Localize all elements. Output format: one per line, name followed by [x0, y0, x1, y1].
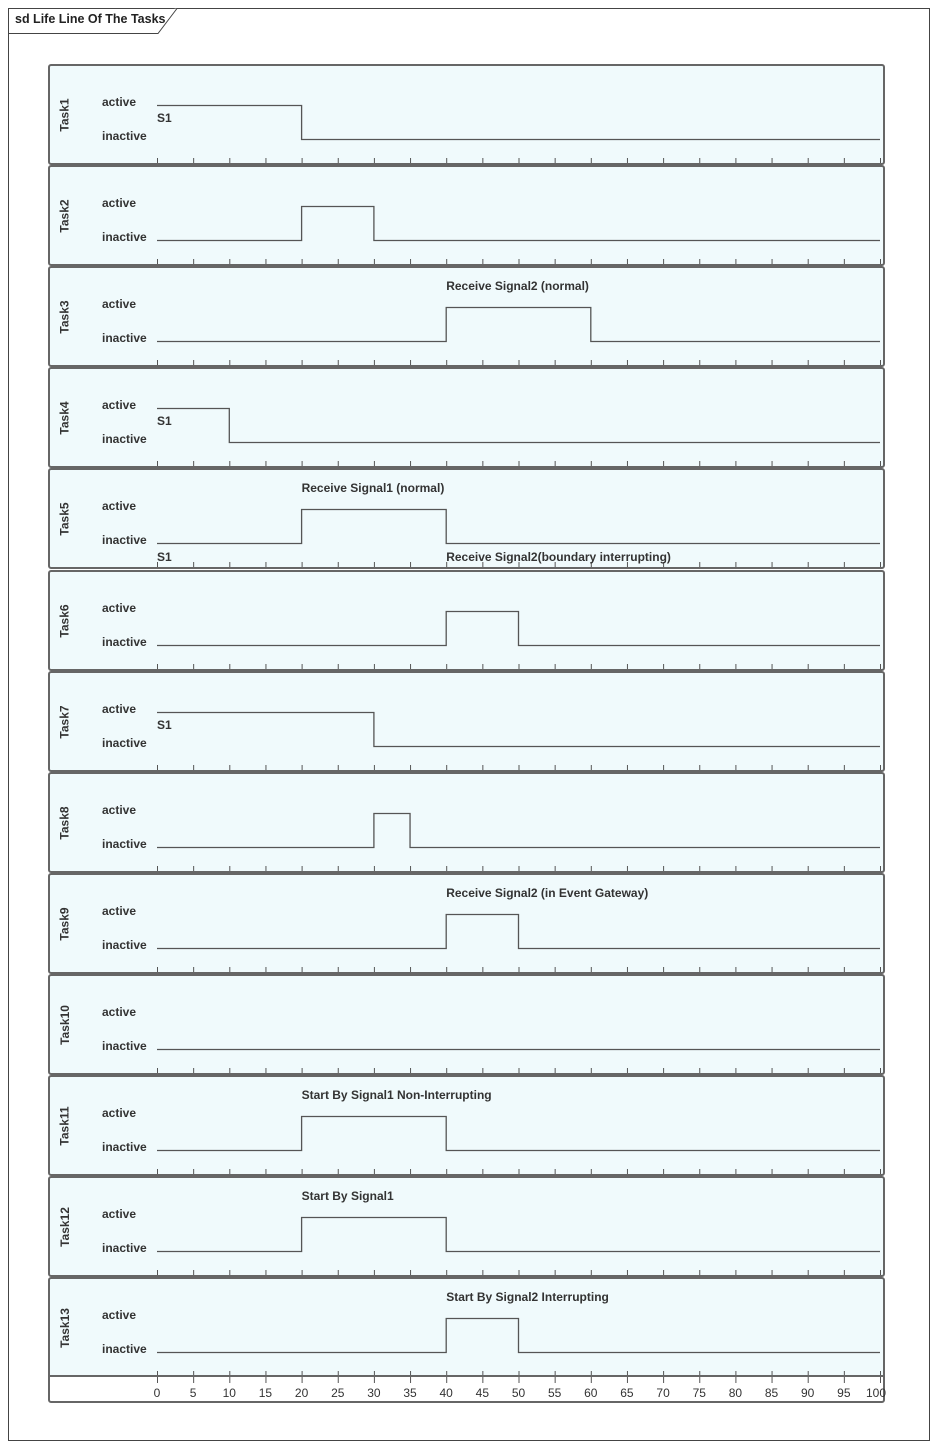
lane-name-text: Task7 — [58, 704, 73, 739]
lane-name-text: Task1 — [58, 97, 73, 132]
lane-annotation: Start By Signal1 — [301, 1189, 394, 1203]
state-label-inactive: inactive — [102, 938, 147, 952]
state-label-inactive: inactive — [102, 837, 147, 851]
axis-tick-label: 5 — [189, 1386, 197, 1400]
lane-annotation: Start By Signal2 Interrupting — [446, 1290, 609, 1304]
state-label-inactive: inactive — [102, 736, 147, 750]
state-waveform — [50, 572, 885, 669]
lane-task5 — [48, 468, 885, 569]
state-waveform — [50, 976, 885, 1073]
state-label-inactive: inactive — [102, 331, 147, 345]
state-label-active: active — [102, 95, 137, 109]
state-label-active: active — [102, 1207, 137, 1221]
lane-task4 — [48, 367, 885, 468]
state-label-inactive: inactive — [102, 432, 147, 446]
axis-tick-label: 60 — [584, 1386, 598, 1400]
axis-tick-label: 0 — [153, 1386, 161, 1400]
lane-name-text: Task2 — [58, 198, 73, 233]
state-label-active: active — [102, 1005, 137, 1019]
state-waveform — [50, 167, 885, 264]
axis-tick-label: 25 — [331, 1386, 345, 1400]
axis-tick-label: 45 — [475, 1386, 490, 1400]
lane-task8 — [48, 772, 885, 873]
state-label-inactive: inactive — [102, 635, 147, 649]
lane-name-text: Task3 — [58, 299, 73, 334]
state-waveform — [50, 1178, 885, 1275]
time-axis — [48, 1375, 885, 1403]
lane-task9 — [48, 873, 885, 974]
axis-tick-label: 35 — [403, 1386, 417, 1400]
lane-task7 — [48, 671, 885, 772]
state-label-inactive: inactive — [102, 1241, 147, 1255]
axis-tick-label: 80 — [728, 1386, 743, 1400]
axis-tick-label: 65 — [620, 1386, 634, 1400]
axis-tick-label: 30 — [367, 1386, 381, 1400]
lane-name-text: Task5 — [58, 501, 73, 536]
state-label-active: active — [102, 398, 137, 412]
lane-annotation: Receive Signal2 (normal) — [446, 279, 589, 293]
axis-tick-label: 95 — [837, 1386, 851, 1400]
axis-tick-label: 10 — [222, 1386, 236, 1400]
axis-tick-label: 55 — [547, 1386, 562, 1400]
state-label-active: active — [102, 1106, 137, 1120]
lane-annotation: Start By Signal1 Non-Interrupting — [301, 1088, 492, 1102]
state-label-active: active — [102, 1308, 137, 1322]
state-label-active: active — [102, 499, 137, 513]
state-label-inactive: inactive — [102, 230, 147, 244]
state-label-inactive: inactive — [102, 533, 147, 547]
state-label-inactive: inactive — [102, 1039, 147, 1053]
axis-tick-label: 85 — [764, 1386, 779, 1400]
axis-tick-label: 75 — [692, 1386, 706, 1400]
diagram-title: sd Life Line Of The Tasks — [15, 12, 166, 26]
lane-name-text: Task11 — [58, 1105, 72, 1146]
lane-annotation: S1 — [157, 718, 172, 732]
state-label-inactive: inactive — [102, 1342, 147, 1356]
lane-name-text: Task13 — [58, 1307, 72, 1348]
state-label-inactive: inactive — [102, 1140, 147, 1154]
axis-tick-label: 40 — [439, 1386, 453, 1400]
state-label-active: active — [102, 904, 137, 918]
axis-tick-label: 90 — [801, 1386, 815, 1400]
axis-tick-label: 15 — [258, 1386, 273, 1400]
axis-tick-label: 100 — [865, 1386, 887, 1400]
state-label-active: active — [102, 702, 137, 716]
state-label-active: active — [102, 196, 137, 210]
lane-task6 — [48, 570, 885, 671]
lane-task10 — [48, 974, 885, 1075]
state-waveform — [50, 774, 885, 871]
lane-task11 — [48, 1075, 885, 1176]
state-waveform — [50, 66, 885, 163]
lane-annotation: Receive Signal1 (normal) — [301, 481, 445, 495]
state-waveform — [50, 369, 885, 466]
axis-tick-label: 70 — [656, 1386, 670, 1400]
lane-name-text: Task8 — [58, 805, 73, 840]
lane-annotation: S1 — [157, 414, 172, 428]
lane-annotation: Receive Signal2(boundary interrupting) — [446, 550, 671, 564]
lane-name-text: Task10 — [58, 1004, 72, 1045]
lane-task3 — [48, 266, 885, 367]
lane-name-text: Task9 — [58, 906, 73, 941]
state-label-active: active — [102, 601, 137, 615]
state-label-active: active — [102, 297, 137, 311]
lane-name-text: Task4 — [58, 400, 73, 435]
lane-task2 — [48, 165, 885, 266]
lane-task1 — [48, 64, 885, 165]
axis-tick-label: 50 — [511, 1386, 526, 1400]
lane-task12 — [48, 1176, 885, 1277]
lane-name-text: Task6 — [58, 603, 73, 638]
lane-annotation: S1 — [157, 550, 172, 564]
state-label-inactive: inactive — [102, 129, 147, 143]
lane-name-text: Task12 — [58, 1206, 72, 1247]
lane-task13 — [48, 1277, 885, 1378]
state-label-active: active — [102, 803, 137, 817]
state-waveform — [50, 673, 885, 770]
lane-annotation: Receive Signal2 (in Event Gateway) — [446, 886, 649, 900]
axis-tick-label: 20 — [294, 1386, 309, 1400]
lane-annotation: S1 — [157, 111, 172, 125]
